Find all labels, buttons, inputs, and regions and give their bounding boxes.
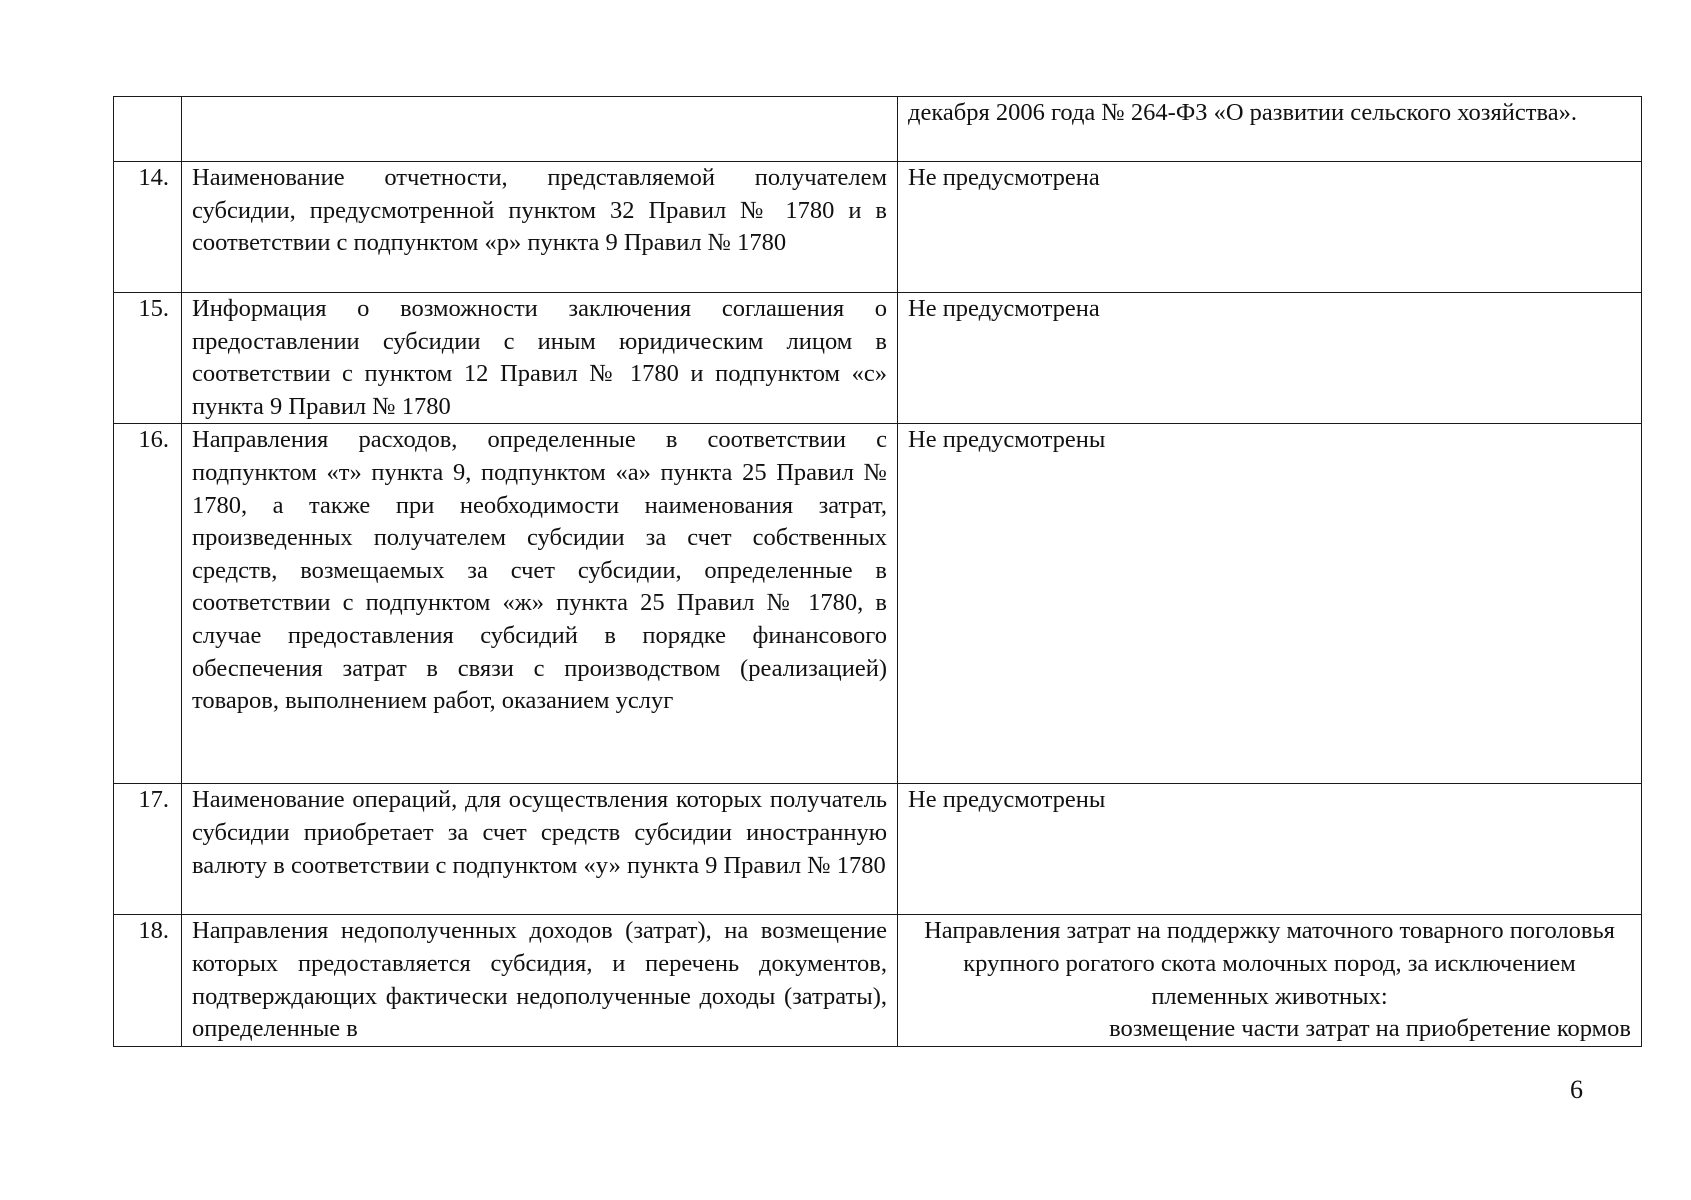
row-name: Наименование операций, для осуществления которых получатель субсидии приобретает за счет средств субсидии иностранную валюту в соответствии с подпунктом «у» пункта 9 Правил № 1780 [182, 784, 898, 915]
row-name: Информация о возможности заключения соглашения о предоставлении субсидии с иным юридическим лицом в соответствии с пунктом 12 Правил № 1780 и подпунктом «с» пункта 9 Правил № 1780 [182, 293, 898, 424]
row-value: Не предусмотрена [898, 162, 1642, 293]
table-row [114, 424, 1642, 784]
table-row [114, 162, 1642, 293]
row-name [182, 97, 898, 162]
row-number: 18. [114, 915, 182, 1046]
row-name: Направления недополученных доходов (затрат), на возмещение которых предоставляется субсидия, и перечень документов, подтверждающих фактически недополученные доходы (затраты), определенные в [182, 915, 898, 1046]
row-value: Не предусмотрены [898, 784, 1642, 915]
page-number: 6 [1570, 1075, 1583, 1104]
row-value: Не предусмотрена [898, 293, 1642, 424]
row-number [114, 97, 182, 162]
table-row [114, 97, 1642, 162]
row-value: декабря 2006 года № 264-ФЗ «О развитии сельского хозяйства». [898, 97, 1642, 162]
row-value-heading: Направления затрат на поддержку маточного товарного поголовья крупного рогатого скота молочных пород, за исключением племенных животных: [924, 917, 1615, 1010]
row-number: 16. [114, 424, 182, 784]
row-name: Направления расходов, определенные в соответствии с подпунктом «т» пункта 9, подпунктом «а» пункта 25 Правил № 1780, а также при необходимости наименования затрат, произведенных получателем субсидии за счет собственных средств, возмещаемых за счет субсидии, определенные в соответствии с подпунктом «ж» пункта 25 Правил № 1780, в случае предоставления субсидий в порядке финансового обеспечения затрат в связи с производством (реализацией) товаров, выполнением работ, оказанием услуг [182, 424, 898, 784]
requirements-table [113, 96, 1642, 1047]
table-row [114, 784, 1642, 915]
row-value: Не предусмотрены [898, 424, 1642, 784]
row-number: 15. [114, 293, 182, 424]
row-value [898, 915, 1642, 1046]
table-row [114, 915, 1642, 1046]
row-name: Наименование отчетности, представляемой получателем субсидии, предусмотренной пунктом 32 Правил № 1780 и в соответствии с подпунктом «р» пункта 9 Правил № 1780 [182, 162, 898, 293]
row-number: 17. [114, 784, 182, 915]
table-row [114, 293, 1642, 424]
row-value-tail: возмещение части затрат на приобретение кормов [1109, 1015, 1631, 1043]
row-number: 14. [114, 162, 182, 293]
